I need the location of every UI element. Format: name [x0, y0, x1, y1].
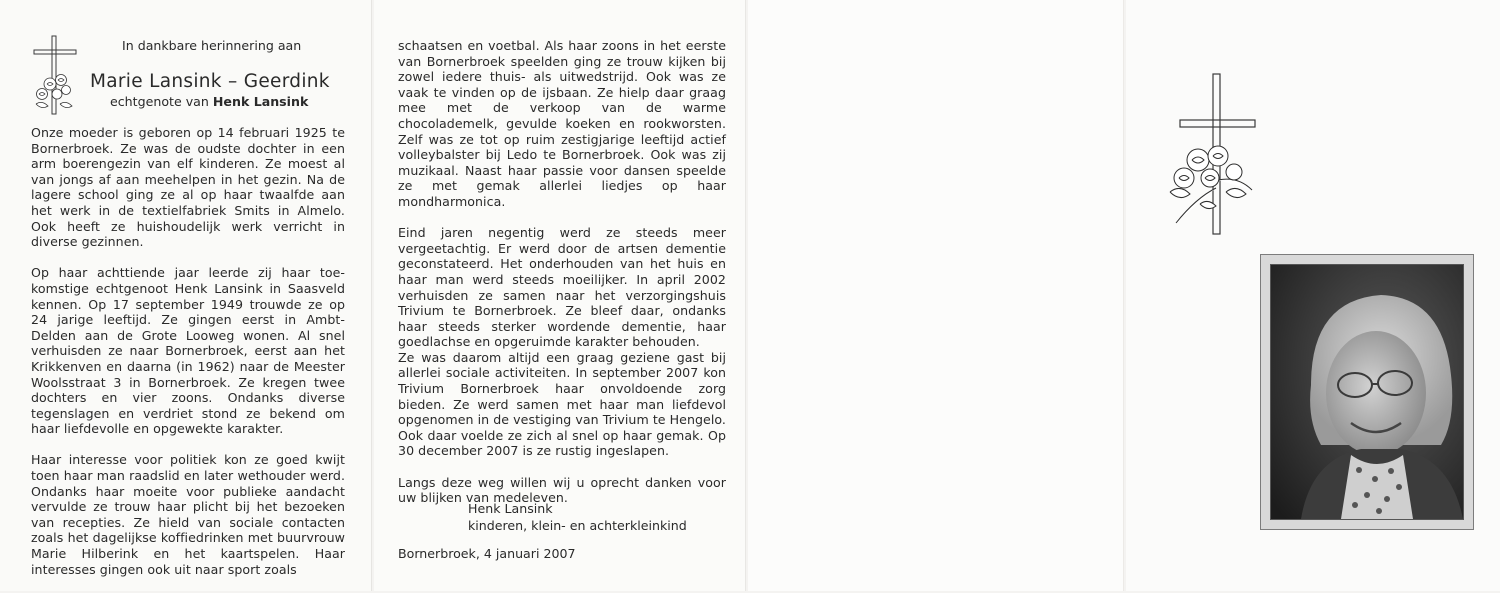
- intro-line: In dankbare herinnering aan: [122, 38, 302, 53]
- cross-with-roses-icon: [1160, 68, 1260, 238]
- spouse-prefix: echtgenote van: [110, 94, 209, 109]
- paragraph: Haar interesse voor politiek kon ze goed kwijt toen haar man raadslid en later wethouder werd. Ondanks haar moeite voor publieke aandacht vervulde ze trouw haar plicht bij het bezoeken van recepties. Ze hield van sociale contacten zoals het dagelijkse koffiedrinken met buurvrouw Marie Hilberink en het kaartspelen. Haar interesses gingen ook uit naar sport zoals: [31, 452, 345, 577]
- signature-block: [468, 500, 687, 534]
- paragraph: Op haar achttiende jaar leerde zij haar toe-komstige echtgenoot Henk Lansink in Saasveld kennen. Op 17 september 1949 trouwde ze op 24 jarige leeftijd. Ze gingen eerst in Ambt-Delden aan de Grote Looweg wonen. Al snel verhuisden ze naar Bornerbroek, eerst aan het Krikkenven en daarna (in 1962) naar de Meester Woolsstraat 3 in Bornerbroek. Ze kregen twee dochters en vier zoons. Ondanks diverse tegenslagen en verdriet stond ze bekend om haar liefdevolle en opgewekte karakter.: [31, 265, 345, 437]
- spouse-name: Henk Lansink: [212, 94, 309, 109]
- spouse-line: [110, 94, 308, 109]
- cross-with-roses-icon: [30, 34, 80, 120]
- paragraph: Onze moeder is geboren op 14 februari 1925 te Bornerbroek. Ze was de oudste dochter in een arm boerengezin van elf kinderen. Ze moest al van jongs af aan meehelpen in het gezin. Na de lagere school ging ze al op haar twaalfde aan het werk in de textielfabriek Smits in Almelo. Ook heeft ze huishoudelijk werk verricht in diverse gezinnen.: [31, 125, 345, 250]
- left-body-text: [31, 125, 345, 593]
- deceased-name: Marie Lansink – Geerdink: [90, 71, 330, 92]
- middle-body-text: [398, 38, 726, 521]
- signature-family: kinderen, klein- en achterkleinkind: [468, 518, 687, 533]
- signature-name: Henk Lansink: [468, 501, 553, 516]
- place-date: Bornerbroek, 4 januari 2007: [398, 546, 576, 561]
- portrait-photo-frame: [1260, 254, 1474, 530]
- portrait-photo: [1270, 264, 1464, 520]
- paragraph: Ze was daarom altijd een graag geziene gast bij allerlei sociale activiteiten. In september 2007 kon Trivium Bornerbroek haar onvoldoende zorg bieden. Ze werd samen met haar man liefdevol opgenomen in de vestiging van Trivium te Hengelo. Ook daar voelde ze zich al snel op haar gemak. Op 30 december 2007 is ze rustig ingeslapen.: [398, 349, 726, 459]
- paragraph: Eind jaren negentig werd ze steeds meer vergeetachtig. Er werd door de artsen dementie geconstateerd. Het onderhouden van het huis en haar man werd steeds moeilijker. In april 2002 verhuisden ze samen naar het verzorgingshuis Trivium te Bornerbroek. Ze bleef daar, ondanks haar steeds sterker wordende dementie, haar goedlachse en opgeruimde karakter behouden.: [398, 225, 726, 350]
- paragraph: Langs deze weg willen wij u oprecht danken voor uw blijken van medeleven.: [398, 474, 726, 506]
- paragraph: schaatsen en voetbal. Als haar zoons in het eerste van Bornerbroek speelden ging ze trouw kijken bij zowel iedere thuis- als uitwedstrijd. Ook was ze vaak te vinden op de ijsbaan. Ze hielp daar graag mee met de verkoop van de warme chocolademelk, gevulde koeken en rookworsten. Zelf was ze tot op ruim zestigjarige leeftijd actief volleybalster bij Ledo te Bornerbroek. Ook was zij muzikaal. Naast haar passie voor dansen speelde ze met gemak allerlei liedjes op haar mondharmonica.: [398, 38, 726, 209]
- blank-panel: [748, 0, 1124, 591]
